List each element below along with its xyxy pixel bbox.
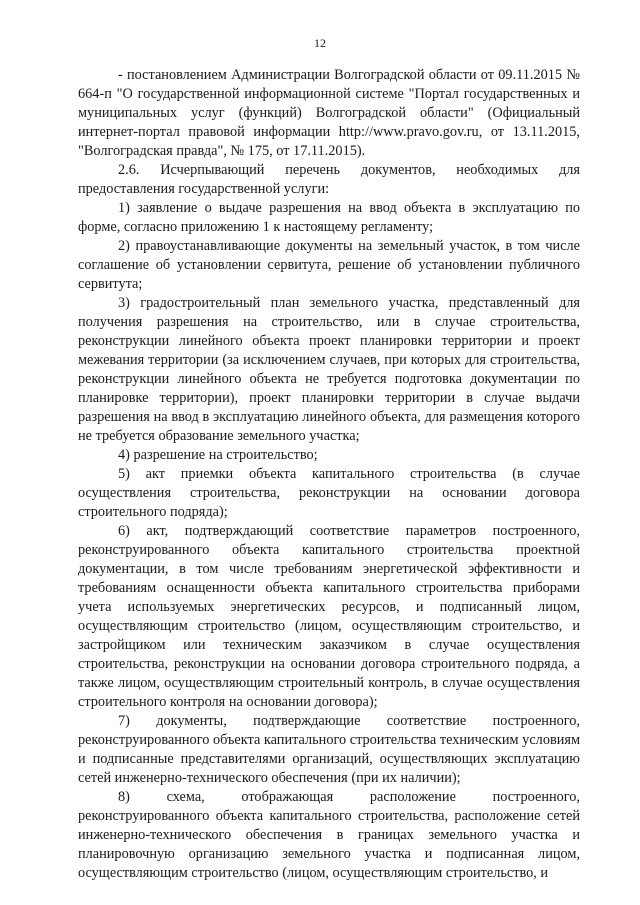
list-item-5: 5) акт приемки объекта капитального строительства (в случае осуществления строительства, реконструкции на основании договора строительного подряда); bbox=[78, 466, 580, 520]
paragraph-section-2-6: 2.6. Исчерпывающий перечень документов, необходимых для предоставления государственной услуги: bbox=[78, 162, 580, 197]
list-item-1: 1) заявление о выдаче разрешения на ввод объекта в эксплуатацию по форме, согласно приложению 1 к настоящему регламенту; bbox=[78, 200, 580, 235]
paragraph-decree-reference: - постановлением Администрации Волгоградской области от 09.11.2015 № 664-п "О государственной информационной системе "Портал государственных и муниципальных услуг (функций) Волгоградской области" (Официальный интернет-портал правовой информации http://www.pravo.gov.ru, от 13.11.2015, "Волгоградская правда", № 175, от 17.11.2015). bbox=[78, 67, 580, 159]
list-item-6: 6) акт, подтверждающий соответствие параметров построенного, реконструированного объекта капитального строительства проектной документации, в том числе требованиям энергетической эффективности и требованиям оснащенности объекта капитального строительства приборами учета используемых энергетических ресурсов, и подписанный лицом, осуществляющим строительство (лицом, осуществляющим строительство, и застройщиком или техническим заказчиком в случае осуществления строительства, реконструкции на основании договора строительного подряда, а также лицом, осуществляющим строительный контроль, в случае осуществления строительного контроля на основании договора); bbox=[78, 523, 580, 710]
page-number: 12 bbox=[314, 36, 326, 50]
list-item-8: 8) схема, отображающая расположение построенного, реконструированного объекта капитального строительства, расположение сетей инженерно-технического обеспечения в границах земельного участка и планировочную организацию земельного участка и подписанная лицом, осуществляющим строительство (лицом, осуществляющим строительство, и bbox=[78, 789, 580, 881]
list-item-4: 4) разрешение на строительство; bbox=[118, 447, 318, 463]
list-item-7: 7) документы, подтверждающие соответствие построенного, реконструированного объекта капитального строительства техническим условиям и подписанные представителями организаций, осуществляющих эксплуатацию сетей инженерно-технического обеспечения (при их наличии); bbox=[78, 713, 580, 786]
list-item-3: 3) градостроительный план земельного участка, представленный для получения разрешения на строительство, или в случае строительства, реконструкции линейного объекта проект планировки территории и проект межевания территории (за исключением случаев, при которых для строительства, реконструкции линейного объекта не требуется подготовка документации по планировке территории), проект планировки территории в случае выдачи разрешения на ввод в эксплуатацию линейного объекта, для размещения которого не требуется образование земельного участка; bbox=[78, 295, 580, 444]
document-body bbox=[78, 66, 580, 883]
list-item-2: 2) правоустанавливающие документы на земельный участок, в том числе соглашение об установлении сервитута, решение об установлении публичного сервитута; bbox=[78, 238, 580, 292]
